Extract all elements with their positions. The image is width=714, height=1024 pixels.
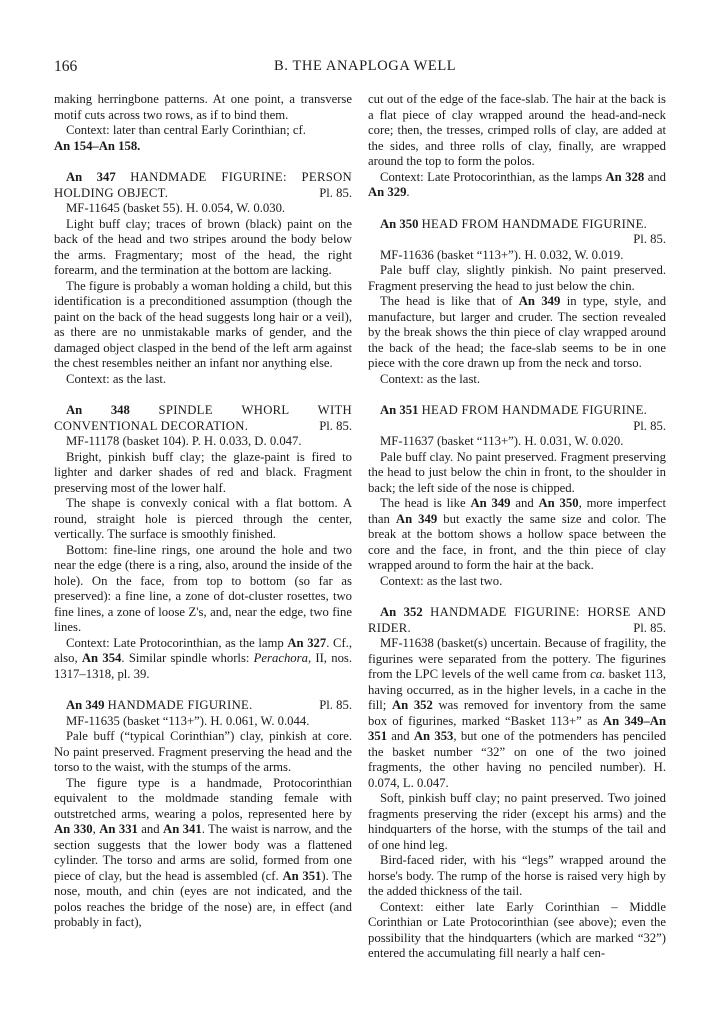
paragraph: Light buff clay; traces of brown (black) paint on the back of the head and two stripes around the body below the arms. Fragmentary; most of the head, the right forearm, and the termination at the bottom are lacking.: [54, 216, 352, 277]
paragraph: making herringbone patterns. At one point, a transverse motif cuts across two rows, as if to bind them.: [54, 92, 352, 122]
catalog-entry-an-350: [368, 217, 666, 388]
page-number: 166: [54, 58, 78, 75]
context-line: Context: as the last two.: [380, 573, 503, 588]
inventory-line: MF-11178 (basket 104). P. H. 0.033, D. 0.047.: [66, 434, 302, 448]
paragraph: Pale buff clay. No paint preserved. Fragment preserving the head to just below the chin in front, to the shoulder in back; the left side of the nose is chipped.: [368, 449, 666, 495]
inventory-line: MF-11637 (basket “113+”). H. 0.031, W. 0.020.: [380, 434, 624, 448]
entry-heading: An 349 HANDMADE FIGURINE. Pl. 85.: [66, 698, 352, 712]
plate-ref: Pl. 85.: [633, 620, 666, 635]
paragraph: Bird-faced rider, with his “legs” wrapped around the horse's body. The rump of the horse is raised very high by the added thickness of the tail.: [368, 853, 666, 898]
plate-ref: Pl. 85.: [633, 232, 666, 246]
paragraph: cut out of the edge of the face-slab. The hair at the back is a flat piece of clay wrapped around the head-and-neck core; then, the tresses, crimped rolls of clay, are added at the sides, and three rolls of clay, finally, are wrapped around the top to form the polos.: [368, 92, 666, 168]
context-line: Context: as the last.: [380, 371, 481, 386]
inventory-line: MF-11645 (basket 55). H. 0.054, W. 0.030.: [66, 201, 286, 215]
inventory-line: MF-11635 (basket “113+”). H. 0.061, W. 0.044.: [66, 713, 310, 728]
paragraph: The shape is convexly conical with a flat bottom. A round, straight hole is pierced through the center, vertically. The surface is smoothly finished.: [54, 496, 352, 541]
paragraph: The head is like that of An 349 in type, style, and manufacture, but larger and cruder. The section revealed by the break shows the thin piece of clay wrapped around the back of the head; the face-slab seems to be in one piece with the core drawn up from the neck and torso.: [368, 294, 667, 370]
running-title: B. THE ANAPLOGA WELL: [274, 58, 457, 74]
paragraph: Soft, pinkish buff clay; no paint preserved. Two joined fragments preserving the rider (except his arms) and the hindquarters of the horse, with the stumps of the tail and of one hind leg.: [368, 791, 666, 852]
paragraph: Bottom: fine-line rings, one around the hole and two near the edge (there is a ring, also, around the inside of the hole). On the face, from top to bottom (so far as preserved): a fine line, a zone of dot-cluster rosettes, two fine lines, a zone of loose Z's, and, near the edge, two fine lines.: [54, 542, 352, 634]
inventory-line: MF-11638 (basket(s) uncertain. Because of fragility, the figurines were separated from the pottery. The figurines from the LPC levels of the well came from ca. basket 113, having occurred, as in the higher levels, in a cache in the fill; An 352 was removed for inventory from the same box of figurines, marked “Basket 113+” as An 349–An 351 and An 353, but one of the potmenders has penciled the basket number “32” on one of the two joined fragments, the other having no penciled number). H. 0.074, L. 0.047.: [368, 636, 667, 790]
paragraph: The head is like An 349 and An 350, more imperfect than An 349 but exactly the same size and color. The break at the bottom shows a hollow space between the core and the face, in front, and the thin piece of clay wrapped around to form the hair at the back.: [368, 496, 667, 572]
entry-heading: An 348 SPINDLE WHORL WITH CONVENTIONAL DECORATION. Pl. 85.: [54, 403, 352, 433]
paragraph: The figure type is a handmade, Protocorinthian equivalent to the moldmade standing female with outstretched arms, wearing a polos, represented here by An 330, An 331 and An 341. The waist is narrow, and the section suggests that the lower body was a flattened cylinder. The torso and arms are solid, formed from one piece of clay, but the head is assembled (cf. An 351). The nose, mouth, and chin (eyes are not indicated, and the polos reaches the bridge of the nose) are, in effect (and probably in fact),: [54, 775, 353, 929]
inventory-line: MF-11636 (basket “113+”). H. 0.032, W. 0.019.: [380, 247, 624, 262]
paragraph: The figure is probably a woman holding a child, but this identification is a preconditioned assumption (though the paint on the back of the head suggests long hair or a veil), as there are no unmistakable marks of gender, and the damaged object clasped in the bend of the left arm against the chest resembles neither an infant nor anything else.: [54, 278, 352, 370]
page-header: [54, 58, 660, 78]
catalog-entry-an-352: [368, 605, 666, 962]
catalog-entry-an-348: [54, 403, 352, 682]
catalog-ref: An 154–An 158.: [54, 138, 141, 153]
paragraph: Pale buff clay, slightly pinkish. No paint preserved. Fragment preserving the head to just below the chin.: [368, 263, 666, 293]
catalog-entry-an-347: [54, 170, 352, 387]
plate-ref: Pl. 85.: [319, 418, 352, 433]
right-column: [368, 92, 666, 962]
context-line: Context: either late Early Corinthian – Middle Corinthian or Late Protocorinthian (see above); even the possibility that the hindquarters (which are marked “32”) entered the accumulating fill nearly a half cen-: [368, 899, 666, 960]
context-line: Context: later than central Early Corinthian; cf. An 154–An 158.: [54, 123, 306, 153]
entry-heading: An 351 HEAD FROM HANDMADE FIGURINE. Pl. 85.: [380, 403, 666, 433]
plate-ref: Pl. 85.: [319, 698, 352, 712]
context-line: Context: as the last.: [66, 371, 167, 386]
entry-heading: An 352 HANDMADE FIGURINE: HORSE AND RIDER. Pl. 85.: [368, 605, 667, 635]
paragraph: Pale buff (“typical Corinthian”) clay, pinkish at core. No paint preserved. Fragment preserving the head and the torso to the waist, with the stumps of the arms.: [54, 729, 352, 774]
context-line: Context: Late Protocorinthian, as the lamps An 328 and An 329.: [368, 169, 667, 199]
catalog-entry-an-351: [368, 403, 666, 589]
plate-ref: Pl. 85.: [633, 418, 666, 433]
paragraph: Bright, pinkish buff clay; the glaze-paint is fired to lighter and darker shades of red and black. Fragment preserving most of the lower half.: [54, 449, 352, 495]
entry-heading: An 347 HANDMADE FIGURINE: PERSON HOLDING OBJECT. Pl. 85.: [54, 170, 353, 200]
catalog-entry-an-349: [54, 698, 352, 931]
left-column: [54, 92, 352, 931]
plate-ref: Pl. 85.: [319, 185, 352, 200]
entry-heading: An 350 HEAD FROM HANDMADE FIGURINE. Pl. 85.: [380, 216, 666, 246]
context-line: Context: Late Protocorinthian, as the lamp An 327. Cf., also, An 354. Similar spindle whorls: Perachora, II, nos. 1317–1318, pl. 39.: [54, 635, 353, 681]
